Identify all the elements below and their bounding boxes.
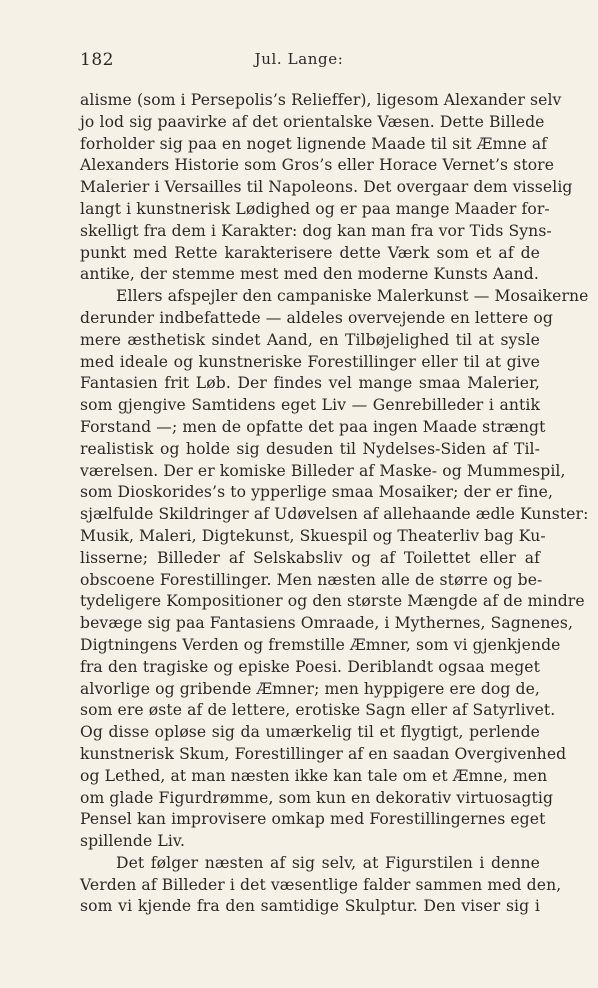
text-line: Malerier i Versailles til Napoleons. Det overgaar dem visselig (80, 178, 573, 197)
text-line: skelligt fra dem i Karakter: dog kan man fra vor Tids Syns- (80, 221, 552, 240)
text-line: tydeligere Kompositioner og den største Mængde af de mindre (80, 592, 585, 611)
text-line: og Lethed, at man næsten ikke kan tale om et Æmne, men (80, 766, 548, 785)
text-line: som Dioskorides’s to ypperlige smaa Mosaiker; der er fine, (80, 483, 554, 502)
text-line: som gjengive Samtidens eget Liv — Genrebilleder i antik (80, 396, 540, 415)
text-line: lisserne; Billeder af Selskabsliv og af Toilettet eller af (80, 548, 540, 567)
running-head: Jul. Lange: (254, 50, 344, 68)
text-line: langt i kunstnerisk Lødighed og er paa mange Maader for- (80, 199, 550, 218)
text-line: om glade Figurdrømme, som kun en dekorativ virtuosagtig (80, 788, 554, 807)
text-line: med ideale og kunstneriske Forestillinger eller til at give (80, 352, 540, 371)
text-line: derunder indbefattede — aldeles overvejende en lettere og (80, 308, 553, 327)
text-line: antike, der stemme mest med den moderne Kunsts Aand. (80, 265, 539, 284)
text-line: alisme (som i Persepolis’s Relieffer), ligesom Alexander selv (80, 91, 562, 109)
text-line: spillende Liv. (80, 832, 186, 851)
text-line: Alexanders Historie som Gros’s eller Horace Vernet’s store (80, 156, 555, 175)
body-text (80, 90, 589, 918)
text-line: fra den tragiske og episke Poesi. Deriblandt ogsaa meget (80, 657, 540, 676)
text-line: bevæge sig paa Fantasiens Omraade, i Mythernes, Sagnenes, (80, 614, 573, 633)
text-line: værelsen. Der er komiske Billeder af Maske- og Mummespil, (80, 461, 566, 480)
text-line: alvorlige og gribende Æmner; men hyppigere ere dog de, (80, 679, 540, 698)
text-line: kunstnerisk Skum, Forestillinger af en saadan Overgivenhed (80, 744, 567, 763)
text-line: Musik, Maleri, Digtekunst, Skuespil og Theaterliv bag Ku- (80, 526, 546, 545)
text-line: obscoene Forestillinger. Men næsten alle de større og be- (80, 570, 543, 589)
text-line: punkt med Rette karakterisere dette Værk som et af de (80, 243, 540, 262)
text-line: som vi kjende fra den samtidige Skulptur. Den viser sig i (80, 897, 540, 916)
text-line: realistisk og holde sig desuden til Nydelses-Siden af Til- (80, 439, 540, 458)
text-line: som ere øste af de lettere, erotiske Sagn eller af Satyrlivet. (80, 701, 556, 720)
text-line: Og disse opløse sig da umærkelig til et flygtigt, perlende (80, 723, 540, 742)
paragraph-start-line: Det følger næsten af sig selv, at Figurstilen i denne (116, 853, 540, 872)
paragraph-start-line: Ellers afspejler den campaniske Malerkunst — Mosaikerne (116, 287, 589, 306)
page-number: 182 (80, 50, 114, 70)
text-line: Fantasien frit Løb. Der findes vel mange smaa Malerier, (80, 374, 540, 393)
text-line: Verden af Billeder i det væsentlige falder sammen med den, (80, 875, 562, 894)
text-line: Pensel kan improvisere omkap med Forestillingernes eget (80, 810, 546, 829)
text-line: sjælfulde Skildringer af Udøvelsen af allehaande ædle Kunster: (80, 505, 589, 524)
text-line: Forstand —; men de opfatte det paa ingen Maade strængt (80, 417, 546, 436)
text-line: mere æsthetisk sindet Aand, en Tilbøjelighed til at sysle (80, 330, 540, 349)
text-line: forholder sig paa en noget lignende Maade til sit Æmne af (80, 134, 548, 153)
text-line: jo lod sig paavirke af det orientalske Væsen. Dette Billede (80, 112, 545, 131)
text-line: Digtningens Verden og fremstille Æmner, som vi gjenkjende (80, 635, 561, 654)
